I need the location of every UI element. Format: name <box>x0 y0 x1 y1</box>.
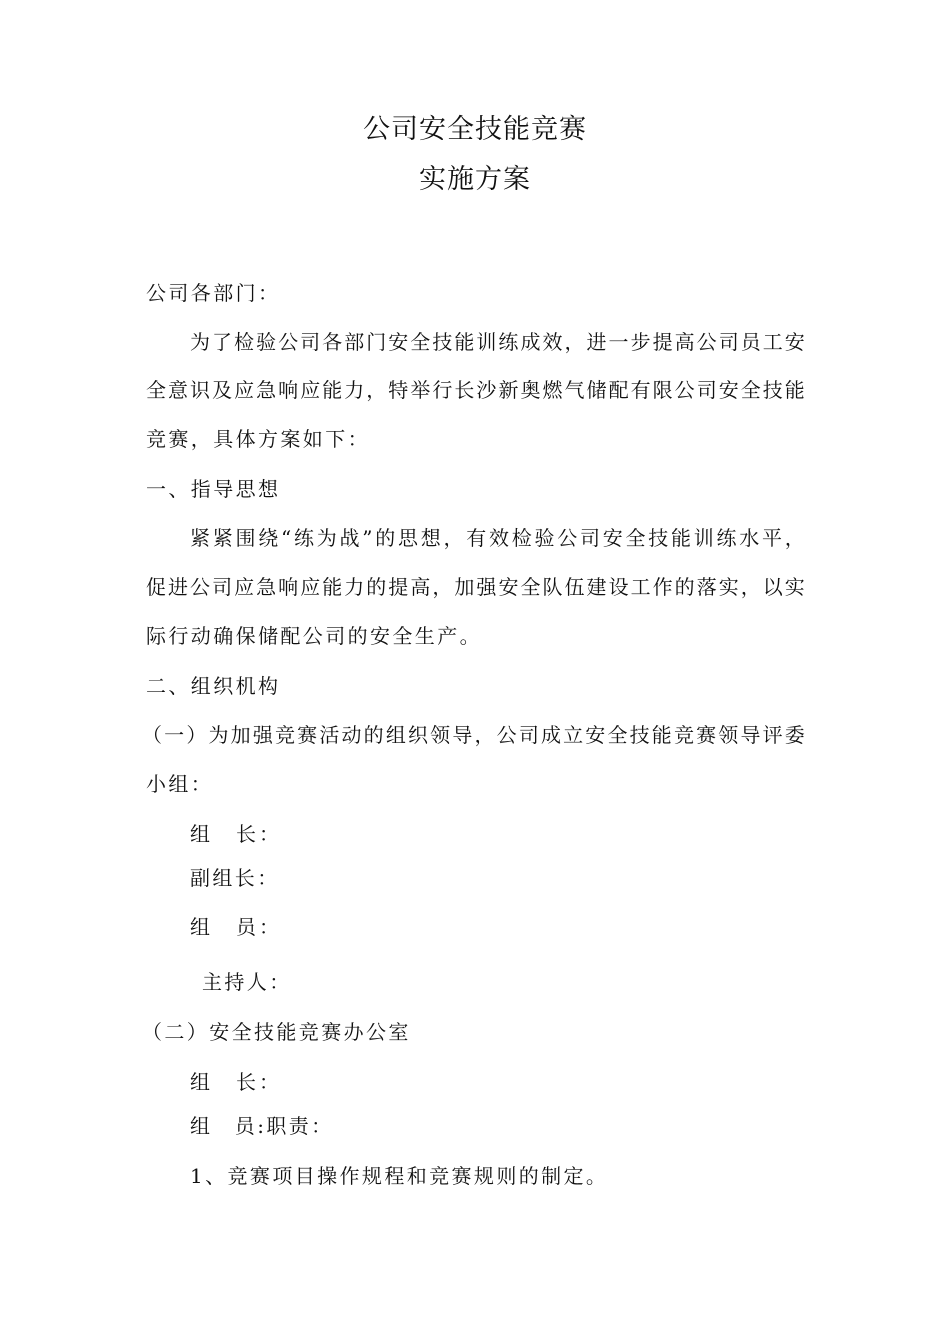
intro-line-2: 全意识及应急响应能力，特举行长沙新奥燃气储配有限公司安全技能 <box>146 378 806 402</box>
section-2-item-1-line-2: 小组： <box>146 772 214 796</box>
member-label: 组 员： <box>190 915 282 939</box>
section-2-item-2: （二）安全技能竞赛办公室 <box>142 1020 411 1044</box>
section-1-line-2: 促进公司应急响应能力的提高，加强安全队伍建设工作的落实，以实 <box>146 575 806 599</box>
section-1-line-3: 际行动确保储配公司的安全生产。 <box>146 624 482 648</box>
document-subtitle: 实施方案 <box>419 164 531 195</box>
salutation: 公司各部门： <box>146 281 281 305</box>
office-member-label: 组 员:职责： <box>190 1114 334 1138</box>
intro-line-3: 竞赛，具体方案如下： <box>146 427 370 451</box>
office-leader-label: 组 长： <box>190 1070 282 1094</box>
host-label: 主持人： <box>202 970 292 994</box>
section-2-heading: 二、组织机构 <box>146 674 281 698</box>
deputy-leader-label: 副组长： <box>190 866 280 890</box>
section-2-item-1-line-1: （一）为加强竞赛活动的组织领导，公司成立安全技能竞赛领导评委 <box>142 723 806 747</box>
leader-label: 组 长： <box>190 822 282 846</box>
section-1-heading: 一、指导思想 <box>146 477 281 501</box>
section-1-line-1: 紧紧围绕“练为战”的思想，有效检验公司安全技能训练水平， <box>190 526 806 550</box>
document-title: 公司安全技能竞赛 <box>363 114 587 145</box>
duty-item-1: 1、竞赛项目操作规程和竞赛规则的制定。 <box>190 1164 609 1188</box>
intro-line-1: 为了检验公司各部门安全技能训练成效，进一步提高公司员工安 <box>190 330 806 354</box>
